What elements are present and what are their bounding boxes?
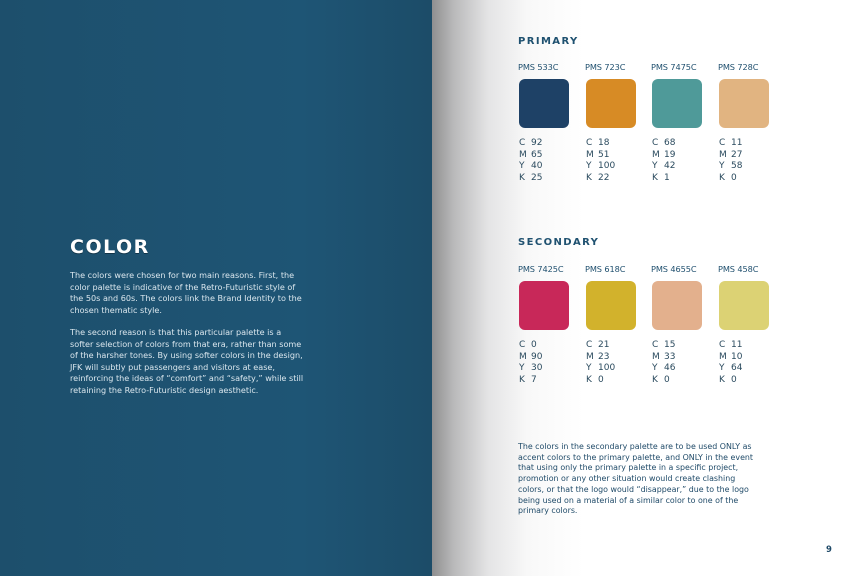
cmyk-label: M [652, 351, 660, 362]
cmyk-label: K [719, 172, 725, 183]
yellow-value: 64 [731, 363, 743, 374]
cmyk-label: Y [519, 161, 525, 172]
cmyk-label: C [519, 138, 526, 148]
yellow-value: 100 [598, 161, 616, 172]
pms-label: PMS 723C [585, 62, 626, 72]
cmyk-label: Y [719, 363, 725, 374]
section-title: COLOR [70, 236, 150, 258]
cmyk-values [719, 340, 742, 386]
cmyk-label: K [519, 374, 525, 385]
black-value: 0 [664, 374, 670, 385]
secondary-swatch [718, 264, 780, 385]
color-chip [719, 79, 769, 128]
cmyk-label: M [519, 149, 527, 160]
cmyk-label: K [652, 172, 658, 183]
yellow-value: 100 [598, 363, 616, 374]
cmyk-values [586, 138, 615, 184]
magenta-value: 33 [664, 351, 676, 362]
cmyk-values [719, 138, 742, 184]
cmyk-label: M [586, 149, 594, 160]
primary-heading: PRIMARY [518, 36, 579, 47]
magenta-value: 65 [531, 149, 543, 160]
pms-label: PMS 7475C [651, 62, 697, 72]
cyan-value: 11 [731, 340, 743, 350]
black-value: 0 [731, 172, 737, 183]
cyan-value: 92 [531, 138, 543, 148]
cmyk-values [652, 340, 675, 386]
cyan-value: 0 [531, 340, 537, 350]
cmyk-label: M [719, 351, 727, 362]
pms-label: PMS 7425C [518, 264, 564, 274]
magenta-value: 19 [664, 149, 676, 160]
cmyk-label: C [652, 138, 659, 148]
black-value: 7 [531, 374, 537, 385]
page-number: 9 [826, 545, 832, 555]
cmyk-label: C [719, 138, 726, 148]
black-value: 22 [598, 172, 610, 183]
color-chip [586, 79, 636, 128]
cyan-value: 68 [664, 138, 676, 148]
intro-paragraph: The colors were chosen for two main reasons. First, the color palette is indicative of the Retro-Futuristic style of the 50s and 60s. The colors link the Brand Identity to the chosen thematic style. [70, 270, 302, 315]
cyan-value: 18 [598, 138, 610, 148]
black-value: 1 [664, 172, 670, 183]
cmyk-label: M [652, 149, 660, 160]
cmyk-values [586, 340, 615, 386]
magenta-value: 51 [598, 149, 610, 160]
cmyk-label: K [586, 374, 592, 385]
cmyk-label: Y [586, 363, 592, 374]
cmyk-values [519, 340, 542, 386]
yellow-value: 42 [664, 161, 676, 172]
cmyk-label: C [586, 138, 593, 148]
cmyk-label: C [652, 340, 659, 350]
cmyk-values [652, 138, 675, 184]
cyan-value: 21 [598, 340, 610, 350]
cmyk-label: Y [519, 363, 525, 374]
yellow-value: 30 [531, 363, 543, 374]
pms-label: PMS 618C [585, 264, 626, 274]
cmyk-label: Y [719, 161, 725, 172]
secondary-swatch [651, 264, 713, 385]
yellow-value: 46 [664, 363, 676, 374]
color-chip [519, 281, 569, 330]
color-chip [519, 79, 569, 128]
magenta-value: 10 [731, 351, 743, 362]
pms-label: PMS 728C [718, 62, 759, 72]
cmyk-label: C [586, 340, 593, 350]
secondary-palette-note: The colors in the secondary palette are to be used ONLY as accent colors to the primary palette, and ONLY in the event that using only the primary palette in a specific project, promotion or any other situation would create clashing colors, or that the logo would “disappear,” due to the logo being used on a material of a similar color to one of the primary colors. [518, 442, 754, 516]
magenta-value: 27 [731, 149, 743, 160]
cmyk-label: M [519, 351, 527, 362]
cmyk-label: K [519, 172, 525, 183]
secondary-swatch [518, 264, 580, 385]
pms-label: PMS 533C [518, 62, 559, 72]
primary-swatch [585, 62, 647, 183]
secondary-heading: SECONDARY [518, 237, 600, 248]
black-value: 25 [531, 172, 543, 183]
black-value: 0 [598, 374, 604, 385]
color-chip [719, 281, 769, 330]
cmyk-label: K [719, 374, 725, 385]
cmyk-label: Y [652, 363, 658, 374]
magenta-value: 23 [598, 351, 610, 362]
primary-swatch [651, 62, 713, 183]
cmyk-label: M [586, 351, 594, 362]
magenta-value: 90 [531, 351, 543, 362]
cmyk-values [519, 138, 542, 184]
yellow-value: 40 [531, 161, 543, 172]
color-chip [652, 79, 702, 128]
color-chip [652, 281, 702, 330]
second-paragraph: The second reason is that this particular palette is a softer selection of colors from that era, rather than some of the harsher tones. By using softer colors in the design, JFK will subtly put passengers and visitors at ease, reinforcing the ideas of “comfort” and “safety,” while still retaining the Retro-Futuristic design aesthetic. [70, 327, 304, 395]
yellow-value: 58 [731, 161, 743, 172]
cmyk-label: K [586, 172, 592, 183]
cyan-value: 11 [731, 138, 743, 148]
cmyk-label: C [519, 340, 526, 350]
cyan-value: 15 [664, 340, 676, 350]
primary-swatch [518, 62, 580, 183]
cmyk-label: Y [652, 161, 658, 172]
cmyk-label: M [719, 149, 727, 160]
cmyk-label: K [652, 374, 658, 385]
black-value: 0 [731, 374, 737, 385]
cmyk-label: Y [586, 161, 592, 172]
secondary-swatch [585, 264, 647, 385]
pms-label: PMS 458C [718, 264, 759, 274]
primary-swatch [718, 62, 780, 183]
cmyk-label: C [719, 340, 726, 350]
color-chip [586, 281, 636, 330]
pms-label: PMS 4655C [651, 264, 697, 274]
